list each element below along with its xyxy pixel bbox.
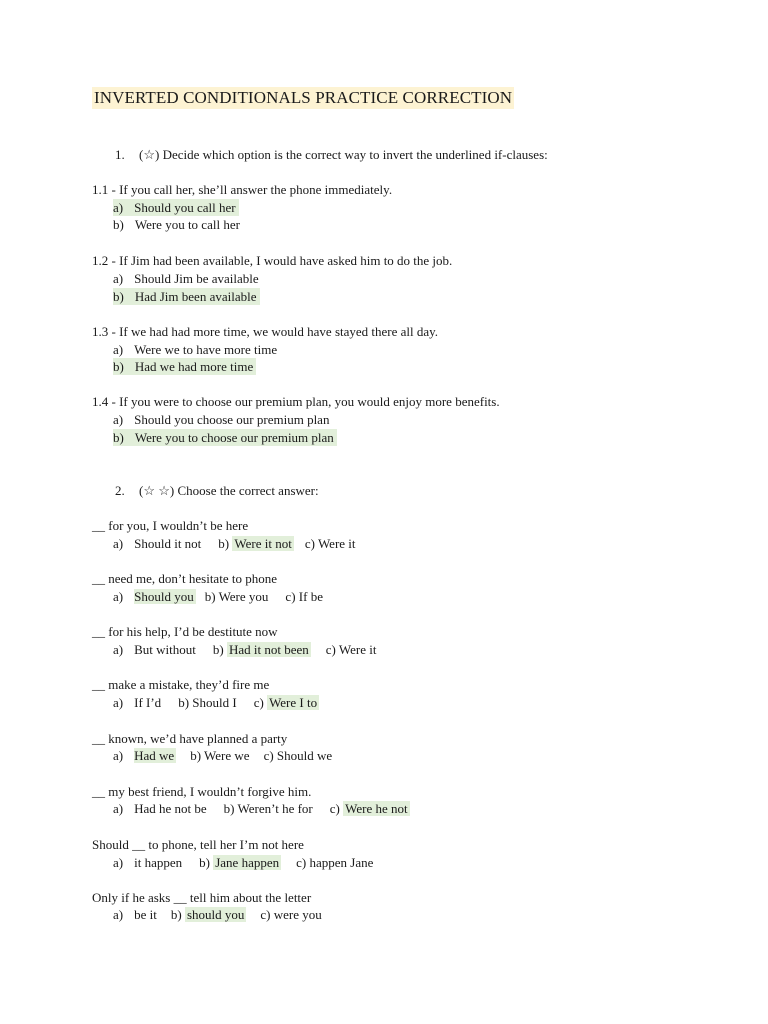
option-letter: a) <box>113 748 124 763</box>
option-text: Jane happen <box>215 855 280 870</box>
question-2-3-options <box>113 641 376 658</box>
option-text: should you <box>186 907 245 922</box>
option-letter: a) <box>113 200 124 215</box>
option-letter: b) <box>113 430 124 445</box>
option-letter: b) <box>212 642 224 657</box>
option-text: Were it <box>338 642 377 657</box>
question-2-8-options <box>113 906 322 923</box>
option-text: be it <box>134 907 157 922</box>
option-text: Had Jim been available <box>134 289 257 304</box>
question-2-5-options <box>113 747 332 764</box>
option-letter: c) <box>285 589 296 604</box>
option-letter: a) <box>113 589 124 604</box>
option-text: Were you to choose our premium plan <box>134 430 334 445</box>
option-letter: b) <box>190 748 202 763</box>
section-1-heading: (☆) Decide which option is the correct way to invert the underlined if-clauses: <box>139 147 548 162</box>
option-letter: b) <box>204 589 216 604</box>
question-2-7-options <box>113 854 373 871</box>
question-2-1-options <box>113 535 356 552</box>
section-2-number: 2. <box>115 483 125 498</box>
option-text: Had we had more time <box>134 359 254 374</box>
question-1-4-option-b <box>113 429 337 446</box>
option-text: Should you call her <box>134 200 236 215</box>
option-letter: b) <box>113 359 124 374</box>
option-text: Were it not <box>234 536 292 551</box>
question-2-7-prompt: Should __ to phone, tell her I’m not here <box>92 837 304 852</box>
option-letter: b) <box>218 536 230 551</box>
option-text: Were it <box>317 536 356 551</box>
question-1-3-option-b <box>113 358 256 375</box>
option-text: Weren’t he for <box>237 801 313 816</box>
option-letter: c) <box>263 748 274 763</box>
option-letter: b) <box>223 801 235 816</box>
option-letter: b) <box>113 289 124 304</box>
option-text: Should we <box>276 748 333 763</box>
option-text: If I’d <box>134 695 162 710</box>
page-title: INVERTED CONDITIONALS PRACTICE CORRECTION <box>94 88 513 107</box>
question-1-2-option-a <box>113 270 259 287</box>
option-text: Had it not been <box>228 642 309 657</box>
question-2-6-options <box>113 800 410 817</box>
question-1-4-prompt: 1.4 - If you were to choose our premium plan, you would enjoy more benefits. <box>92 394 500 409</box>
option-text: Were he not <box>345 801 408 816</box>
question-2-6-prompt: __ my best friend, I wouldn’t forgive him. <box>92 784 312 799</box>
option-text: Should Jim be available <box>134 271 259 286</box>
option-letter: a) <box>113 801 124 816</box>
option-letter: a) <box>113 907 124 922</box>
option-letter: a) <box>113 271 124 286</box>
option-letter: c) <box>253 695 264 710</box>
option-letter: c) <box>304 536 315 551</box>
question-2-2-options <box>113 588 323 605</box>
option-letter: a) <box>113 536 124 551</box>
question-2-4-prompt: __ make a mistake, they’d fire me <box>92 677 270 692</box>
option-letter: b) <box>178 695 190 710</box>
option-letter: b) <box>113 217 124 232</box>
option-letter: b) <box>170 907 182 922</box>
option-text: Should I <box>192 695 237 710</box>
section-2-heading: (☆ ☆) Choose the correct answer: <box>139 483 319 498</box>
question-2-2-prompt: __ need me, don’t hesitate to phone <box>92 571 277 586</box>
option-text: Had we <box>134 748 175 763</box>
question-1-1-option-b <box>113 216 240 233</box>
option-text: Should you <box>134 589 194 604</box>
option-text: Were we to have more time <box>134 342 278 357</box>
option-text: Were I to <box>269 695 318 710</box>
question-1-2-prompt: 1.2 - If Jim had been available, I would have asked him to do the job. <box>92 253 453 268</box>
option-letter: c) <box>260 907 271 922</box>
question-2-8-prompt: Only if he asks __ tell him about the letter <box>92 890 312 905</box>
option-text: Should it not <box>134 536 202 551</box>
option-text: If be <box>298 589 323 604</box>
question-1-3-prompt: 1.3 - If we had had more time, we would have stayed there all day. <box>92 324 439 339</box>
option-text: But without <box>134 642 196 657</box>
question-2-3-prompt: __ for his help, I’d be destitute now <box>92 624 278 639</box>
option-text: Should you choose our premium plan <box>134 412 330 427</box>
option-letter: c) <box>296 855 307 870</box>
option-letter: a) <box>113 695 124 710</box>
option-text: it happen <box>134 855 183 870</box>
option-letter: c) <box>325 642 336 657</box>
question-2-4-options <box>113 694 319 711</box>
question-2-5-prompt: __ known, we’d have planned a party <box>92 731 288 746</box>
question-1-4-option-a <box>113 411 329 428</box>
question-1-3-option-a <box>113 341 277 358</box>
option-letter: c) <box>329 801 340 816</box>
option-text: Had he not be <box>134 801 207 816</box>
section-1-number: 1. <box>115 147 125 162</box>
option-letter: a) <box>113 412 124 427</box>
option-text: were you <box>273 907 322 922</box>
question-1-1-prompt: 1.1 - If you call her, she’ll answer the phone immediately. <box>92 182 393 197</box>
option-letter: b) <box>199 855 210 870</box>
option-letter: a) <box>113 642 124 657</box>
option-text: happen Jane <box>309 855 374 870</box>
option-text: Were you to call her <box>134 217 240 232</box>
question-1-1-option-a <box>113 199 239 216</box>
option-text: Were you <box>218 589 269 604</box>
option-letter: a) <box>113 342 124 357</box>
option-text: Were we <box>204 748 250 763</box>
question-2-1-prompt: __ for you, I wouldn’t be here <box>92 518 249 533</box>
question-1-2-option-b <box>113 288 260 305</box>
option-letter: a) <box>113 855 124 870</box>
